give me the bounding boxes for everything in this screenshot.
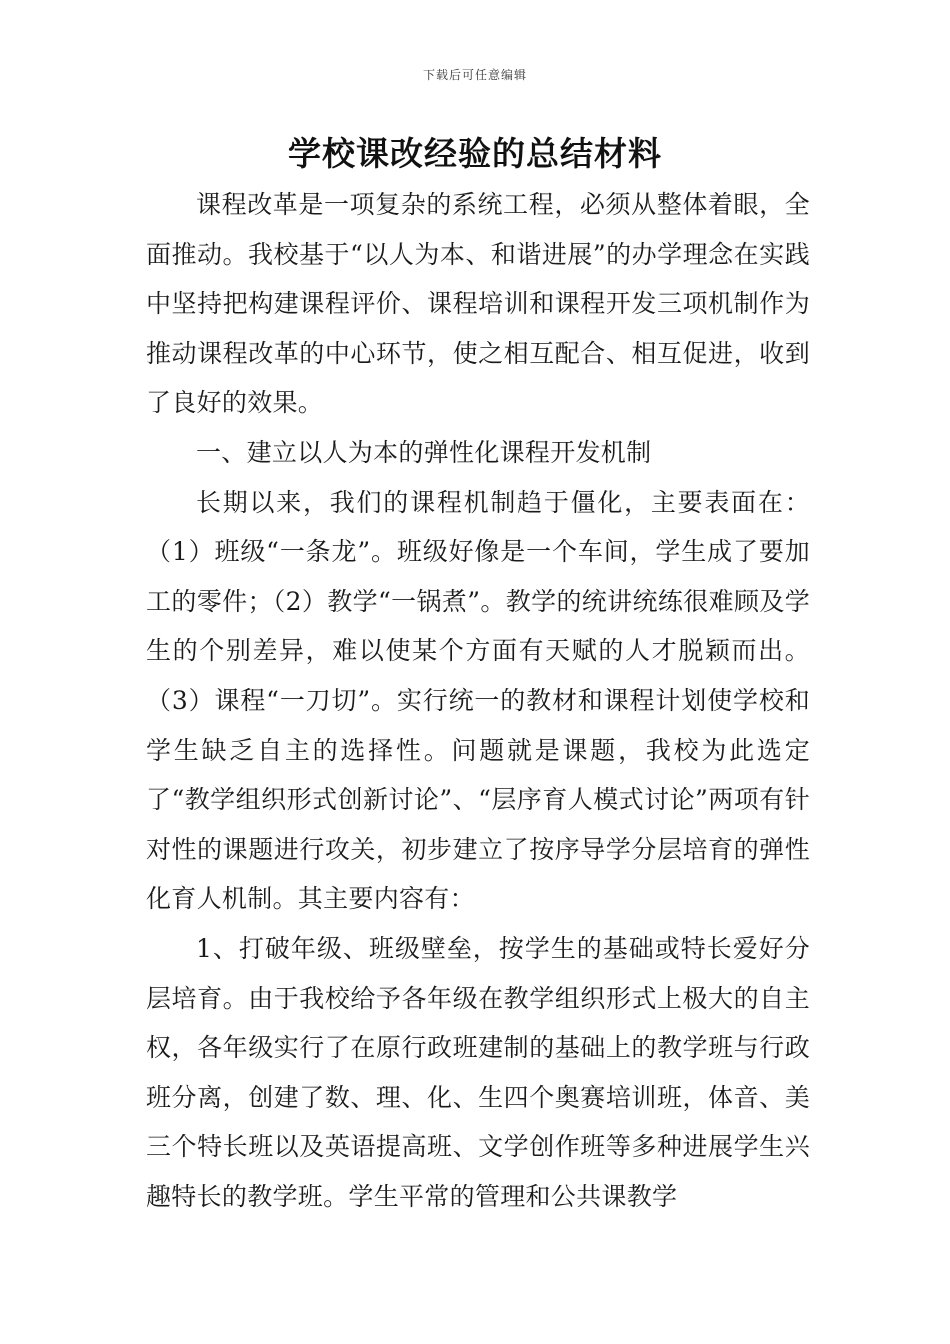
paragraph-intro: 课程改革是一项复杂的系统工程，必须从整体着眼，全面推动。我校基于“以人为本、和谐进展”的办学理念在实践中坚持把构建课程评价、课程培训和课程开发三项机制作为推动课程改革的中心环节，使之相互配合、相互促进，收到了良好的效果。 bbox=[146, 190, 810, 418]
paragraph-mechanism: 长期以来，我们的课程机制趋于僵化，主要表面在：（1）班级“一条龙”。班级好像是一个车间，学生成了要加工的零件；（2）教学“一锅煮”。教学的统讲统练很难顾及学生的个别差异，难以使某个方面有天赋的人才脱颖而出。（3）课程“一刀切”。实行统一的教材和课程计划使学校和学生缺乏自主的选择性。问题就是课题，我校为此选定了“教学组织形式创新讨论”、“层序育人模式讨论”两项有针对性的课题进行攻关，初步建立了按序导学分层培育的弹性化育人机制。其主要内容有： bbox=[146, 487, 810, 914]
header-note: 下载后可任意编辑 bbox=[422, 68, 527, 82]
paragraph-point-1: 1、打破年级、班级壁垒，按学生的基础或特长爱好分层培育。由于我校给予各年级在教学组织形式上极大的自主权，各年级实行了在原行政班建制的基础上的教学班与行政班分离，创建了数、理、化、生四个奥赛培训班，体音、美三个特长班以及英语提高班、文学创作班等多种进展学生兴趣特长的教学班。学生平常的管理和公共课教学 bbox=[146, 933, 810, 1211]
section-heading-1: 一、建立以人为本的弹性化课程开发机制 bbox=[196, 437, 652, 467]
document-title: 学校课改经验的总结材料 bbox=[288, 134, 662, 173]
document-body bbox=[146, 180, 810, 1221]
